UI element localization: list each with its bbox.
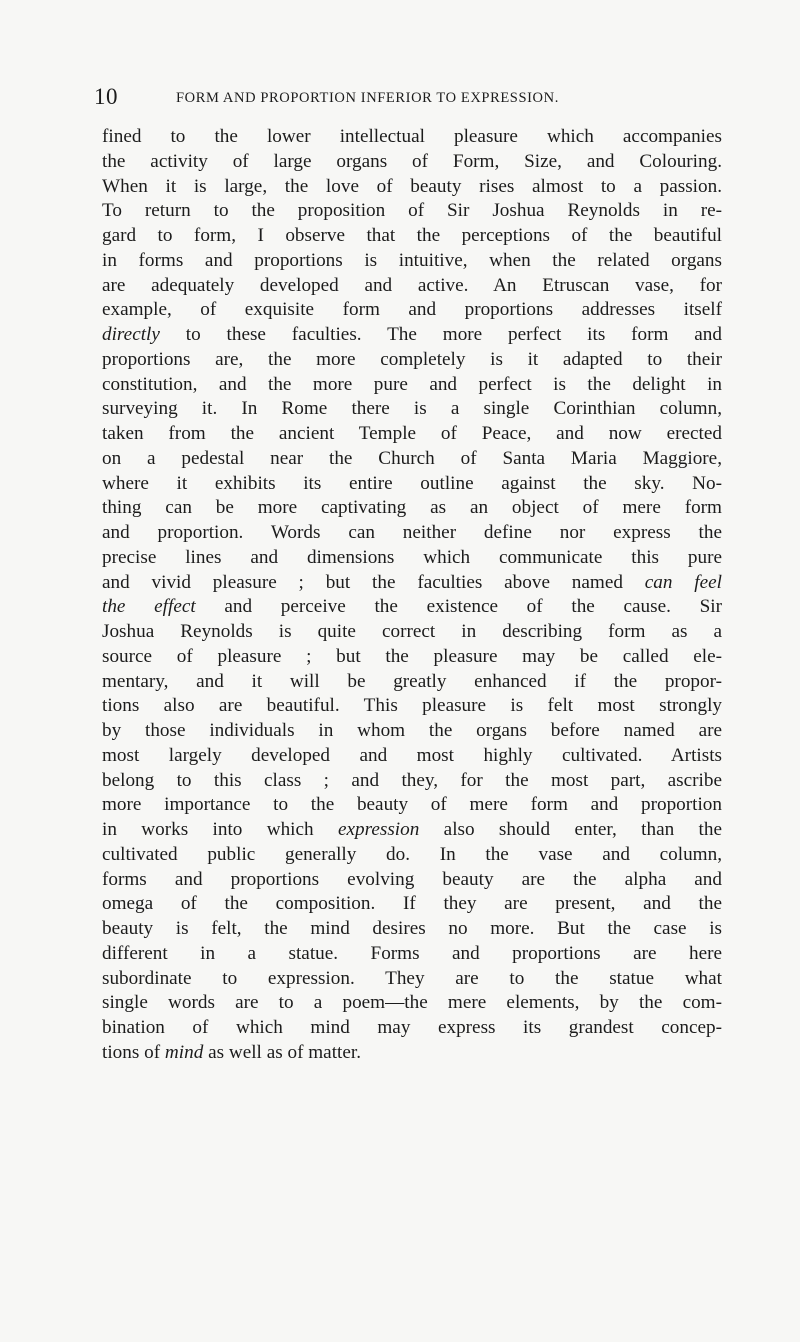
text-line: constitution, and the more pure and perfect is the delight in	[102, 373, 722, 395]
text-line: omega of the composition. If they are present, and the	[102, 893, 722, 915]
text-line: cultivated public generally do. In the vase and column,	[102, 843, 722, 865]
text-line: in forms and proportions is intuitive, when the related organs	[102, 249, 722, 271]
running-title: FORM AND PROPORTION INFERIOR TO EXPRESSION.	[176, 90, 559, 106]
running-head	[94, 84, 714, 114]
text-line: more importance to the beauty of mere form and proportion	[102, 794, 722, 816]
text-line: mentary, and it will be greatly enhanced if the propor-	[102, 670, 722, 692]
text-line: surveying it. In Rome there is a single Corinthian column,	[102, 398, 722, 420]
text-line: and vivid pleasure ; but the faculties above named can feel	[102, 571, 722, 593]
text-line: When it is large, the love of beauty rises almost to a passion.	[102, 175, 722, 197]
text-line: fined to the lower intellectual pleasure which accompanies	[102, 126, 722, 147]
text-line: by those individuals in whom the organs before named are	[102, 720, 722, 741]
italic-text: the effect	[102, 596, 196, 618]
text-line: the activity of large organs of Form, Size, and Colouring.	[102, 150, 722, 172]
text-line: proportions are, the more completely is it adapted to their	[102, 348, 722, 370]
page-number: 10	[94, 84, 118, 109]
text-line: example, of exquisite form and proportions addresses itself	[102, 299, 722, 321]
text-line: directly to these faculties. The more perfect its form and	[102, 324, 722, 345]
text-line: most largely developed and most highly cultivated. Artists	[102, 744, 722, 766]
text-line: forms and proportions evolving beauty are the alpha and	[102, 868, 722, 890]
text-line: precise lines and dimensions which communicate this pure	[102, 546, 722, 568]
text-line: bination of which mind may express its grandest concep-	[102, 1017, 722, 1038]
text-line: taken from the ancient Temple of Peace, and now erected	[102, 423, 722, 444]
text-line: tions also are beautiful. This pleasure is felt most strongly	[102, 695, 722, 717]
text-line: on a pedestal near the Church of Santa Maria Maggiore,	[102, 447, 722, 469]
italic-text: mind	[164, 1041, 204, 1063]
text-line: beauty is felt, the mind desires no more. But the case is	[102, 918, 722, 939]
body-paragraph	[102, 125, 722, 1066]
text-line: belong to this class ; and they, for the most part, ascribe	[102, 769, 722, 791]
text-line: Joshua Reynolds is quite correct in describing form as a	[102, 621, 722, 642]
text-line: single words are to a poem—the mere elements, by the com-	[102, 992, 722, 1014]
text-line: subordinate to expression. They are to the statue what	[102, 967, 722, 989]
text-line: To return to the proposition of Sir Joshua Reynolds in re-	[102, 200, 722, 222]
text-line: tions of mind as well as of matter.	[102, 1041, 361, 1063]
text-line: are adequately developed and active. An Etruscan vase, for	[102, 274, 722, 296]
text-line: the effect and perceive the existence of the cause. Sir	[102, 596, 722, 618]
italic-text: expression	[337, 819, 420, 840]
text-line: where it exhibits its entire outline against the sky. No-	[102, 472, 722, 494]
text-line: different in a statue. Forms and proportions are here	[102, 942, 722, 964]
text-line: thing can be more captivating as an object of mere form	[102, 497, 722, 519]
italic-text: directly	[102, 324, 160, 345]
text-line: source of pleasure ; but the pleasure may be called ele-	[102, 645, 722, 667]
italic-text: can feel	[644, 571, 722, 593]
text-line: and proportion. Words can neither define nor express the	[102, 522, 722, 543]
text-line: in works into which expression also should enter, than the	[102, 819, 722, 840]
text-line: gard to form, I observe that the perceptions of the beautiful	[102, 225, 722, 246]
